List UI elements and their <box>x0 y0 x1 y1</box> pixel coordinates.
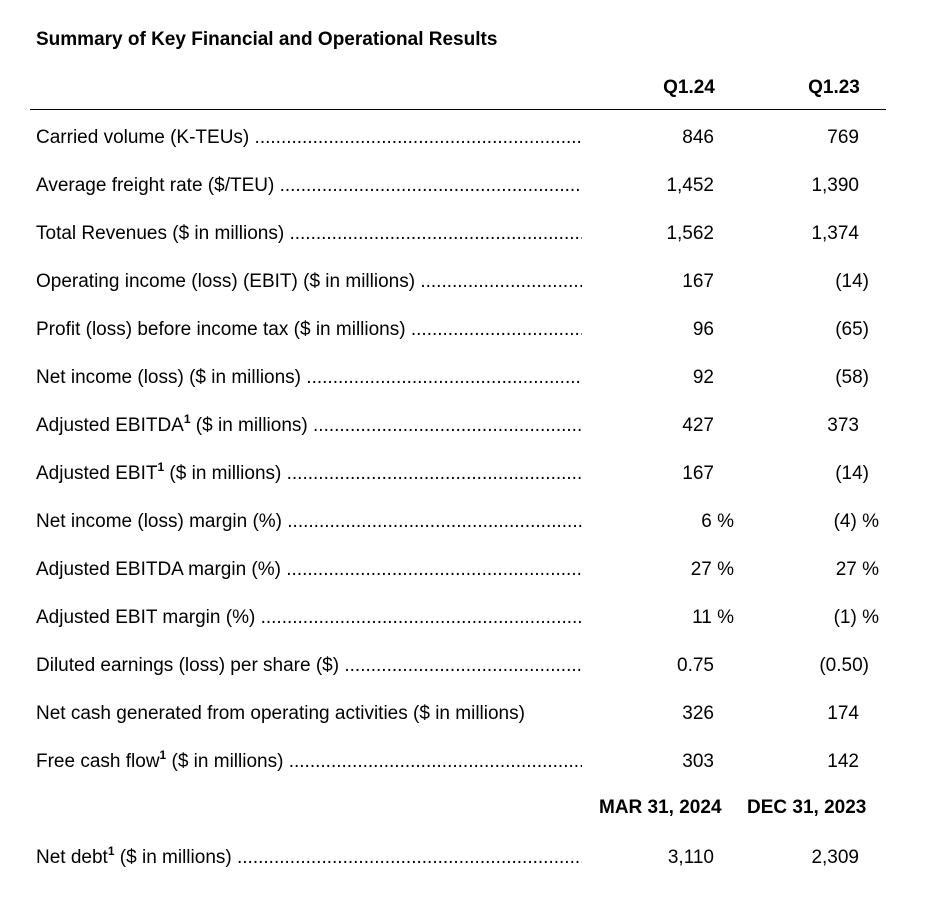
value-q1-23: (0.50) <box>819 655 869 676</box>
table-row <box>0 750 942 798</box>
value-q1-23: (14) <box>835 271 869 292</box>
row-label: Adjusted EBIT$^1$ ($ in millions) ..... <box>36 462 582 486</box>
page-title: Summary of Key Financial and Operational Results <box>36 29 498 50</box>
value-q1-24: 11 % <box>692 607 734 628</box>
row-label: Diluted earnings (loss) per share ($) ..... <box>36 654 582 678</box>
value-q1-24: 167 <box>682 463 714 484</box>
row-label: Net debt$^1$ ($ in millions) ..... <box>36 846 582 870</box>
table-row <box>0 126 942 174</box>
value-q1-23: (14) <box>835 463 869 484</box>
value-q1-23: (65) <box>835 319 869 340</box>
table-row <box>0 366 942 414</box>
table-row-net-debt <box>0 846 942 894</box>
row-label: Net cash generated from operating activities ($ in millions) <box>36 703 525 724</box>
row-label: Adjusted EBITDA$^1$ ($ in millions) ..... <box>36 414 582 438</box>
table-row <box>0 606 942 654</box>
column-header-q1-23: Q1.23 <box>808 77 860 98</box>
row-label: Adjusted EBIT margin (%) ..... <box>36 606 582 630</box>
value-q1-23: 373 <box>827 415 859 436</box>
row-label: Adjusted EBITDA margin (%) ..... <box>36 558 582 582</box>
value-q1-23: (4) % <box>833 511 879 532</box>
table-row <box>0 174 942 222</box>
table-row <box>0 558 942 606</box>
value-mar-31-2024: 3,110 <box>667 847 714 868</box>
table-row <box>0 702 942 750</box>
row-label: Average freight rate ($/TEU) ..... <box>36 174 582 198</box>
value-q1-24: 427 <box>682 415 714 436</box>
header-divider <box>30 109 886 110</box>
table-row <box>0 222 942 270</box>
column-header-q1-24: Q1.24 <box>663 77 715 98</box>
table-row <box>0 270 942 318</box>
value-q1-24: 303 <box>682 751 714 772</box>
row-label: Carried volume (K-TEUs) ..... <box>36 126 582 150</box>
value-q1-24: 1,452 <box>666 175 714 196</box>
table-row <box>0 510 942 558</box>
value-q1-24: 27 % <box>690 559 734 580</box>
value-q1-23: 1,390 <box>811 175 859 196</box>
value-q1-24: 846 <box>682 127 714 148</box>
table-row <box>0 414 942 462</box>
value-q1-24: 0.75 <box>677 655 714 676</box>
value-q1-23: (1) % <box>833 607 879 628</box>
value-q1-24: 92 <box>692 367 714 388</box>
value-q1-24: 326 <box>682 703 714 724</box>
value-q1-23: 27 % <box>835 559 879 580</box>
value-q1-23: 769 <box>827 127 859 148</box>
row-label: Free cash flow$^1$ ($ in millions) ..... <box>36 750 582 774</box>
table-row <box>0 462 942 510</box>
value-q1-23: 1,374 <box>811 223 859 244</box>
value-q1-23: 142 <box>827 751 859 772</box>
table-row <box>0 318 942 366</box>
value-q1-23: (58) <box>835 367 869 388</box>
value-dec-31-2023: 2,309 <box>811 847 859 868</box>
value-q1-24: 1,562 <box>666 223 714 244</box>
value-q1-24: 6 % <box>701 511 734 532</box>
row-label: Total Revenues ($ in millions) ..... <box>36 222 582 246</box>
table-row <box>0 654 942 702</box>
column-header-mar-31-2024: MAR 31, 2024 <box>599 797 722 818</box>
row-label: Net income (loss) ($ in millions) ..... <box>36 366 582 390</box>
row-label: Profit (loss) before income tax ($ in millions) ..... <box>36 318 582 342</box>
column-header-dec-31-2023: DEC 31, 2023 <box>747 797 867 818</box>
value-q1-23: 174 <box>827 703 859 724</box>
value-q1-24: 167 <box>682 271 714 292</box>
row-label: Operating income (loss) (EBIT) ($ in millions) ..... <box>36 270 582 294</box>
row-label: Net income (loss) margin (%) ..... <box>36 510 582 534</box>
value-q1-24: 96 <box>692 319 714 340</box>
